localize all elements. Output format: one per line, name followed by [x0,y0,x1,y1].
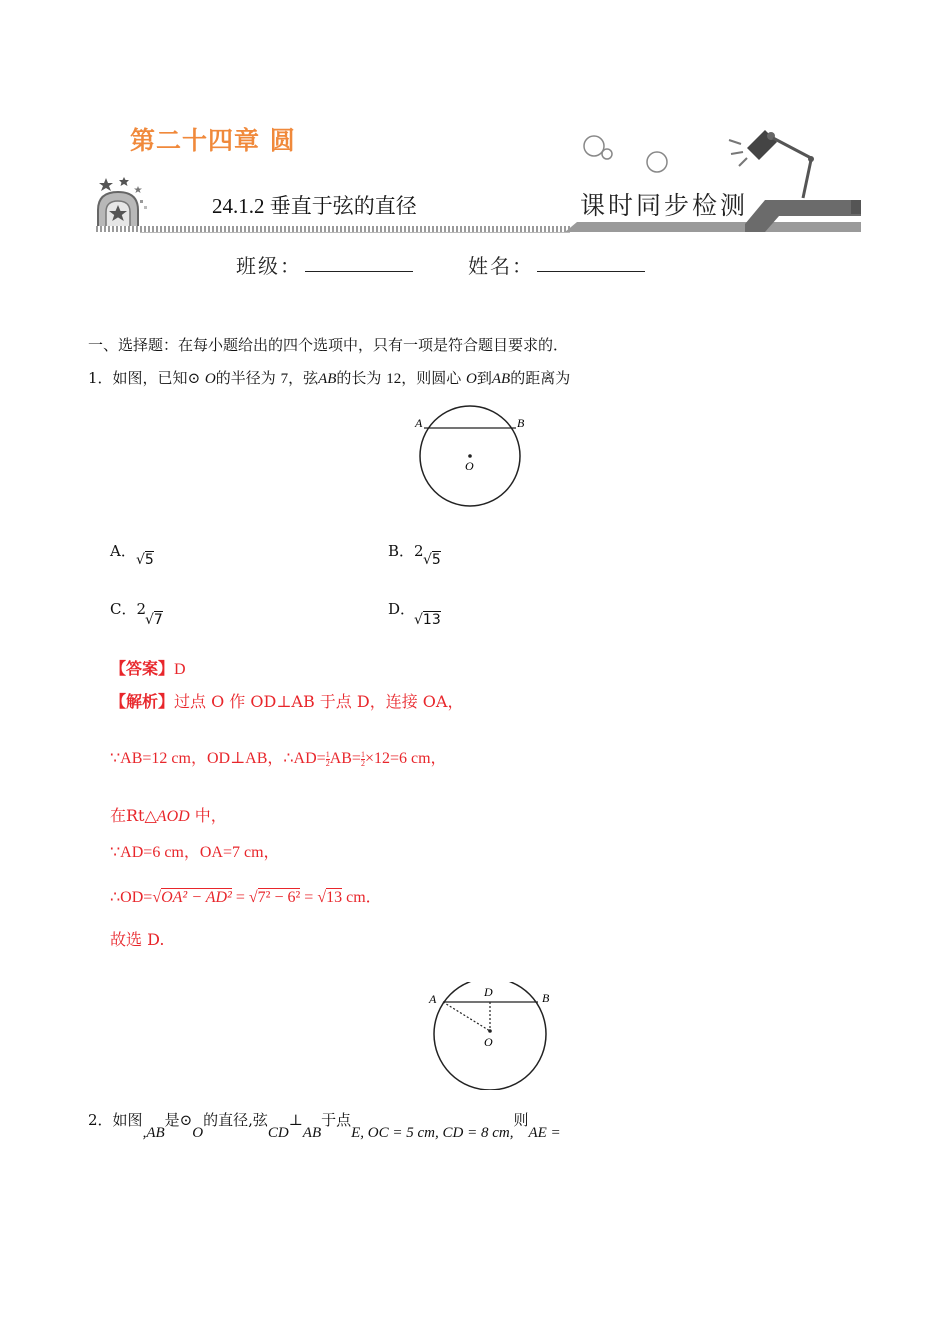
analysis-line-2 [110,745,447,768]
option-a[interactable] [110,540,136,561]
q2-text: 则 [513,1111,529,1129]
label-a: A [415,416,423,430]
label-o: O [484,1035,493,1049]
option-label: B． [388,542,415,560]
bubbles-icon [580,132,670,177]
q1-num: 7 [280,371,289,387]
option-coef: 2 [136,600,147,618]
question-2 [88,1109,561,1141]
option-a-value: √5 [136,552,154,568]
label-o: O [465,459,474,473]
analysis-var: AOD [156,808,190,825]
radicand: 13 [326,889,343,906]
analysis-line-5: ∴OD=√OA² − AD² = √7² − 6² = √13 cm． [110,889,382,906]
q1-var: AB [318,371,337,387]
analysis-text: ∴OD= [110,889,153,906]
q1-solution-figure [424,982,558,1090]
q2-var: AE = [528,1125,561,1141]
header-band-bottom [140,232,570,233]
option-d-value: √13 [414,612,441,628]
analysis-line-1 [110,689,463,712]
q1-text: ，弦 [288,369,319,387]
tagline: 课时同步检测 [580,191,749,220]
q1-text: 的半径为 [215,369,276,387]
analysis-text: 过点 O 作 OD⊥AB 于点 D，连接 OA， [174,692,464,711]
option-b[interactable] [388,540,424,561]
q2-var: ,AB [142,1125,165,1141]
option-coef: 2 [414,542,424,560]
analysis-text: 在Rt△ [110,806,157,825]
frac-den: 2 [325,758,330,768]
name-field[interactable] [537,271,645,272]
analysis-text: AB= [329,750,361,767]
q1-var: O [466,371,477,387]
q1-text: 如图，已知 [112,369,188,387]
q1-num: 12 [386,371,402,387]
q2-text: 是⊙ [164,1111,193,1129]
answer-value: D [174,661,186,678]
answer-line [110,656,186,679]
q2-text: 如图 [112,1111,143,1129]
label-d: D [484,985,493,999]
option-label: D． [388,600,416,618]
q1-figure [408,402,538,514]
analysis-line-4: ∵AD=6 cm，OA=7 cm， [110,844,280,861]
q2-var: AB [302,1125,322,1141]
perp-symbol: ⊥ [288,1111,303,1129]
q1-text: ，则圆心 [401,369,462,387]
q1-text: 的距离为 [510,369,571,387]
q2-text: 于点 [321,1111,352,1129]
center-point [488,1029,492,1033]
chapter-title: 第二十四章 圆 [130,126,296,155]
analysis-text: 中， [189,806,227,825]
unit: cm． [342,889,382,906]
class-field[interactable] [305,271,413,272]
circle-symbol: ⊙ [187,369,201,387]
option-radicand: 5 [431,552,441,568]
q2-text: 的直径,弦 [203,1111,268,1129]
q1-text: 到 [476,369,492,387]
question-1 [88,367,570,388]
analysis-text: ∵AB=12 cm，OD⊥AB，∴AD= [110,750,326,767]
analysis-line-6: 故选 D. [110,930,165,949]
segment-oa [443,1002,490,1031]
q2-var: CD [267,1125,289,1141]
label-b: B [517,416,525,430]
option-d[interactable] [388,598,415,619]
question-number: 1． [88,369,113,387]
page-header [0,0,950,240]
option-radicand: 5 [144,552,154,568]
option-label: A． [110,542,136,560]
equals: = [300,889,318,906]
section-instructions: 一、选择题：在每小题给出的四个选项中，只有一项是符合题目要求的． [88,336,569,354]
class-label: 班级： [236,254,302,278]
option-b-value: √5 [423,552,441,568]
name-label: 姓名： [468,254,534,278]
option-radicand: 13 [422,612,441,628]
option-c-value: √7 [145,612,163,628]
radicand: 7² − 6² [257,889,301,906]
q1-text: 的长为 [336,369,382,387]
frac-num: 1 [360,749,365,759]
analysis-line-3 [110,803,227,826]
label-a: A [429,992,437,1006]
header-right-band [565,196,861,234]
option-radicand: 7 [153,612,163,628]
q2-condition: E, OC = 5 cm, CD = 8 cm, [351,1125,514,1141]
option-c[interactable] [110,598,146,619]
section-title: 24.1.2 垂直于弦的直径 [212,194,417,218]
label-b: B [542,991,550,1005]
center-point [468,454,472,458]
analysis-tag: 【解析】 [110,692,175,711]
option-label: C． [110,600,137,618]
frac-num: 1 [325,749,330,759]
answer-tag: 【答案】 [110,659,175,678]
q1-var: O [204,371,216,387]
q2-var: O [192,1125,204,1141]
equals: = [231,889,249,906]
star-badge-icon [94,170,154,232]
analysis-text: ×12=6 cm， [364,750,447,767]
question-number: 2． [88,1111,113,1129]
frac-den: 2 [360,758,365,768]
radicand: OA² − AD² [161,889,232,906]
q1-var: AB [491,371,511,387]
